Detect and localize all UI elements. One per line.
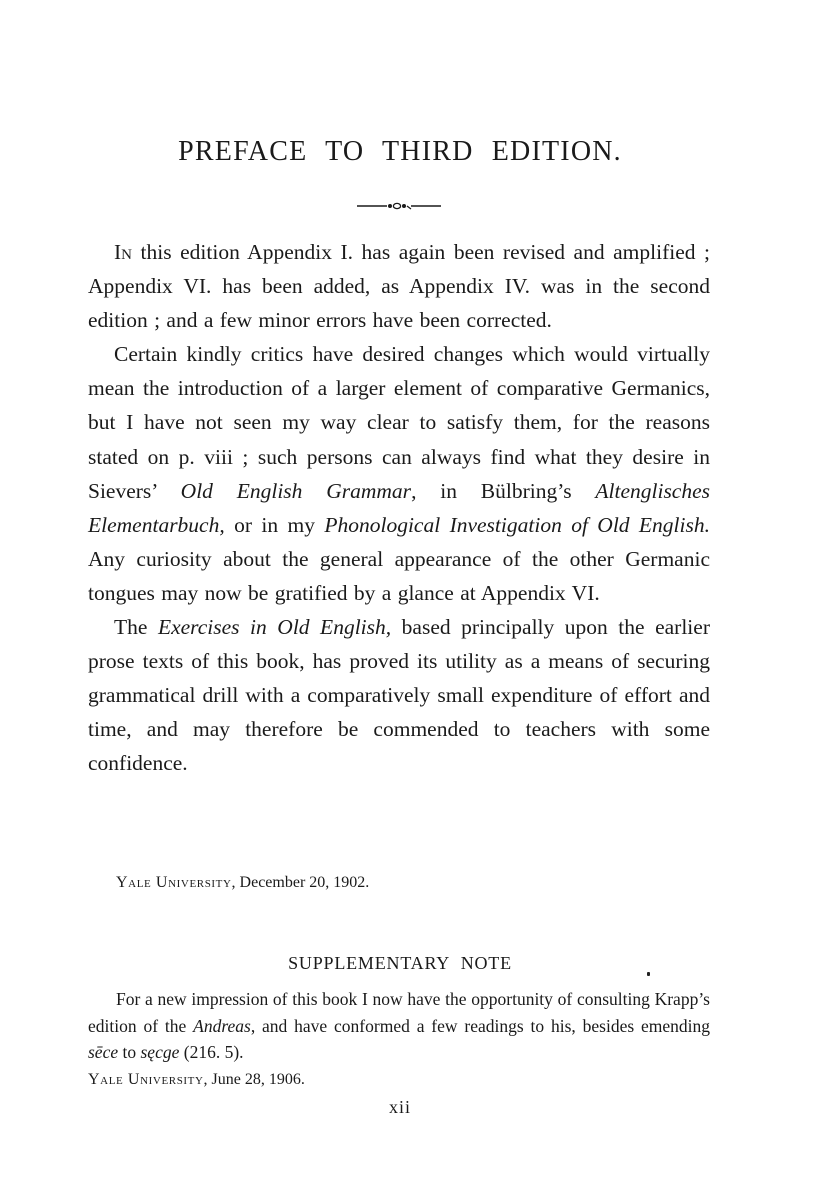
page-number: xii	[388, 1097, 411, 1117]
paragraph-text: based principally upon the earlier prose texts of this book, has proved its utility as a means of securing grammatical drill with a comparatively small expenditure of effort and time, and may therefore be commended to teachers with some confidence.	[88, 615, 710, 776]
print-speck	[647, 972, 650, 976]
paragraph-text: to	[118, 1042, 141, 1062]
signoff-institution: Yale University	[88, 1071, 204, 1088]
book-title: Andreas	[193, 1015, 251, 1036]
supplementary-body	[88, 986, 710, 1066]
preface-body	[88, 235, 710, 781]
paragraph-text: or in my	[224, 512, 325, 537]
paragraph-text: The	[114, 615, 158, 640]
book-title: Phonological Investigation of Old English.	[324, 512, 710, 537]
dropcap-word: In	[114, 240, 132, 264]
paragraph-1	[88, 235, 710, 337]
paragraph-text: this edition Appendix I. has again been revised and amplified ; Appendix VI. has been added, as Appendix IV. was in the second edition ; and a few minor errors have been corrected.	[88, 240, 710, 333]
signoff-date: , June 28, 1906.	[203, 1071, 305, 1088]
supplementary-signoff	[88, 1071, 305, 1089]
book-title: Altenglisches Elementarbuch,	[88, 478, 711, 537]
paragraph-text: Certain kindly critics have desired changes which would virtually mean the introduction of a larger element of comparative Germanics, but I have not seen my way clear to satisfy them, for the reasons stated on p. viii ; such persons can always find what they desire in Sievers’	[88, 342, 710, 503]
supplementary-heading: SUPPLEMENTARY NOTE	[288, 953, 512, 973]
preface-signoff	[116, 874, 369, 892]
paragraph-text: , and have conformed a few readings to his, besides emending	[250, 1015, 711, 1036]
word-form: sēce	[88, 1042, 119, 1062]
signoff-institution: Yale University	[116, 874, 232, 891]
supplementary-paragraph	[88, 986, 710, 1066]
book-title: Old English Grammar	[180, 478, 412, 503]
page-title: PREFACE TO THIRD EDITION.	[178, 136, 622, 167]
ornamental-rule-icon	[357, 200, 441, 212]
paragraph-2	[88, 337, 710, 610]
word-form: sęcge	[140, 1042, 180, 1062]
paragraph-text: , in Bülbring’s	[411, 478, 596, 503]
paragraph-text: (216. 5).	[179, 1042, 244, 1062]
signoff-date: , December 20, 1902.	[231, 874, 370, 891]
paragraph-text: For a new impression of this book I now have the opportunity of consulting Krapp’s edition of the	[88, 989, 710, 1036]
book-title: Exercises in Old English,	[157, 615, 392, 640]
paragraph-3	[88, 610, 710, 780]
paragraph-text: Any curiosity about the general appearance of the other Germanic tongues may now be gratified by a glance at Appendix VI.	[88, 546, 710, 605]
